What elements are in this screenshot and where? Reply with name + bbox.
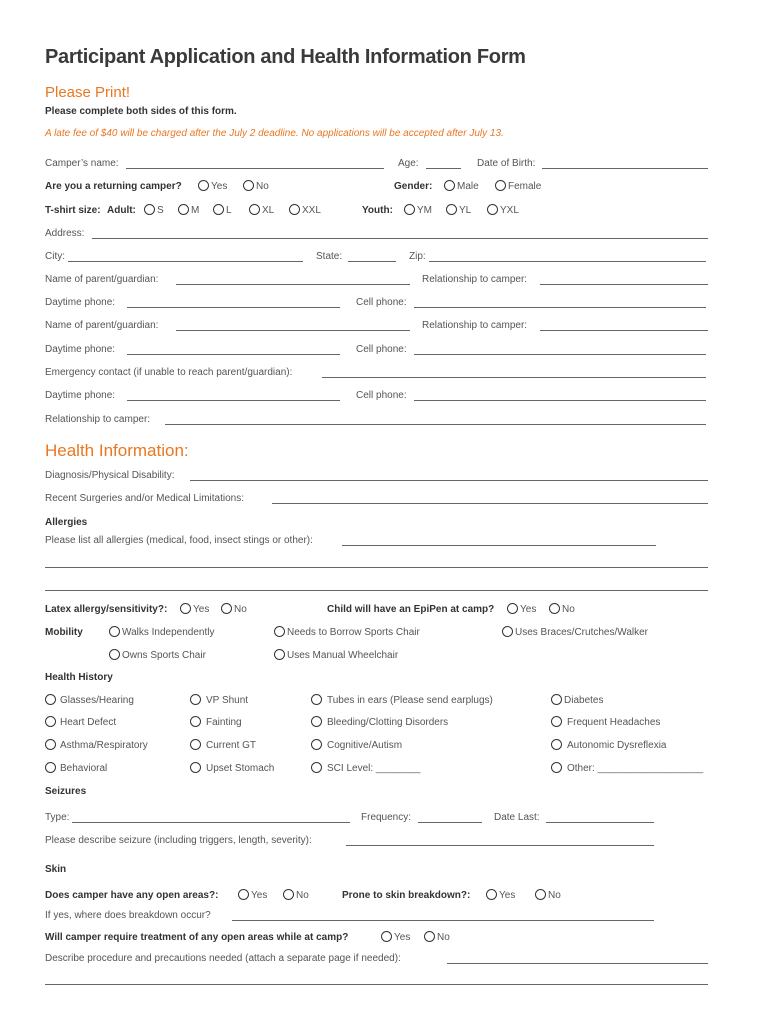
open-areas-yes-radio[interactable] [238, 889, 249, 900]
seizure-type-label: Type: [45, 812, 70, 823]
where-breakdown-label: If yes, where does breakdown occur? [45, 910, 211, 921]
size-ym-radio[interactable] [404, 204, 415, 215]
tshirt-size-label: T-shirt size: [45, 205, 101, 216]
size-xl-radio[interactable] [249, 204, 260, 215]
zip-label: Zip: [409, 251, 426, 262]
manual-wheelchair-label: Uses Manual Wheelchair [287, 650, 399, 661]
form-title: Participant Application and Health Information Form [45, 46, 526, 68]
seizure-date-last-field[interactable] [546, 822, 654, 823]
size-xxl-radio[interactable] [289, 204, 300, 215]
gender-male-radio[interactable] [444, 180, 455, 191]
owns-sports-chair-label: Owns Sports Chair [122, 650, 206, 661]
fainting-radio[interactable] [190, 716, 201, 727]
asthma-respiratory-radio[interactable] [45, 739, 56, 750]
cell-phone-field[interactable] [414, 307, 706, 308]
gender-female-label: Female [508, 181, 542, 192]
seizures-heading: Seizures [45, 786, 87, 797]
latex-yes-radio[interactable] [180, 603, 191, 614]
epipen-yes-label: Yes [520, 604, 537, 615]
seizure-date-last-label: Date Last: [494, 812, 540, 823]
returning-no-label: No [256, 181, 269, 192]
parent-name-field[interactable] [176, 284, 410, 285]
walks-independently-radio[interactable] [109, 626, 120, 637]
treatment-label: Will camper require treatment of any open areas while at camp? [45, 932, 349, 943]
epipen-yes-radio[interactable] [507, 603, 518, 614]
breakdown-no-radio[interactable] [535, 889, 546, 900]
fainting-label: Fainting [206, 717, 242, 728]
gender-label: Gender: [394, 181, 433, 192]
state-field[interactable] [348, 261, 396, 262]
tubes-in-ears-label: Tubes in ears (Please send earplugs) [327, 695, 493, 706]
returning-yes-radio[interactable] [198, 180, 209, 191]
vp-shunt-radio[interactable] [190, 694, 201, 705]
treatment-yes-label: Yes [394, 932, 411, 943]
skin-breakdown-label: Prone to skin breakdown?: [342, 890, 471, 901]
glasses-hearing-radio[interactable] [45, 694, 56, 705]
borrow-sports-chair-radio[interactable] [274, 626, 285, 637]
size-xxl-label: XXL [302, 205, 321, 216]
treatment-no-label: No [437, 932, 450, 943]
city-label: City: [45, 251, 65, 262]
adult-size-label: Adult: [107, 205, 136, 216]
city-field[interactable] [68, 261, 303, 262]
latex-no-radio[interactable] [221, 603, 232, 614]
size-yxl-radio[interactable] [487, 204, 498, 215]
address-field[interactable] [92, 238, 708, 239]
epipen-no-radio[interactable] [549, 603, 560, 614]
vp-shunt-label: VP Shunt [206, 695, 249, 706]
daytime-phone-label: Daytime phone: [45, 297, 116, 308]
bleeding-clotting-radio[interactable] [311, 716, 322, 727]
behavioral-label: Behavioral [60, 763, 108, 774]
procedure-line[interactable] [45, 984, 708, 985]
breakdown-yes-label: Yes [499, 890, 516, 901]
youth-size-label: Youth: [362, 205, 393, 216]
relationship-field[interactable] [540, 330, 708, 331]
state-label: State: [316, 251, 343, 262]
size-m-label: M [191, 205, 200, 216]
complete-both-sides-note: Please complete both sides of this form. [45, 106, 237, 117]
upset-stomach-radio[interactable] [190, 762, 201, 773]
size-s-radio[interactable] [144, 204, 155, 215]
other-condition-label[interactable]: Other: ___________________ [567, 763, 704, 774]
heart-defect-label: Heart Defect [60, 717, 117, 728]
latex-allergy-label: Latex allergy/sensitivity?: [45, 604, 168, 615]
address-label: Address: [45, 228, 85, 239]
emergency-relationship-label: Relationship to camper: [45, 414, 151, 425]
cognitive-autism-radio[interactable] [311, 739, 322, 750]
where-breakdown-field[interactable] [232, 920, 654, 921]
mobility-heading: Mobility [45, 627, 83, 638]
other-condition-radio[interactable] [551, 762, 562, 773]
autonomic-dysreflexia-label: Autonomic Dysreflexia [567, 740, 667, 751]
seizure-frequency-field[interactable] [418, 822, 482, 823]
open-areas-no-radio[interactable] [283, 889, 294, 900]
cell-phone-field[interactable] [414, 400, 706, 401]
returning-no-radio[interactable] [243, 180, 254, 191]
parent-name-field[interactable] [176, 330, 410, 331]
size-xl-label: XL [262, 205, 275, 216]
age-label: Age: [398, 158, 419, 169]
manual-wheelchair-radio[interactable] [274, 649, 285, 660]
surgeries-label: Recent Surgeries and/or Medical Limitations: [45, 493, 244, 504]
gender-female-radio[interactable] [495, 180, 506, 191]
tubes-in-ears-radio[interactable] [311, 694, 322, 705]
allergies-line[interactable] [45, 567, 708, 568]
cell-phone-label: Cell phone: [356, 390, 407, 401]
cell-phone-label: Cell phone: [356, 344, 407, 355]
current-gt-label: Current GT [206, 740, 257, 751]
bleeding-clotting-label: Bleeding/Clotting Disorders [327, 717, 449, 728]
gender-male-label: Male [457, 181, 479, 192]
open-areas-no-label: No [296, 890, 309, 901]
daytime-phone-field[interactable] [127, 307, 340, 308]
late-fee-note: A late fee of $40 will be charged after the July 2 deadline. No applications will be accepted after July 13. [45, 128, 504, 139]
cell-phone-field[interactable] [414, 354, 706, 355]
size-s-label: S [157, 205, 164, 216]
relationship-field[interactable] [540, 284, 708, 285]
relationship-label: Relationship to camper: [422, 274, 528, 285]
latex-yes-label: Yes [193, 604, 210, 615]
diabetes-label: Diabetes [564, 695, 604, 706]
allergies-heading: Allergies [45, 517, 88, 528]
emergency-contact-label: Emergency contact (if unable to reach parent/guardian): [45, 367, 293, 378]
size-yxl-label: YXL [500, 205, 519, 216]
owns-sports-chair-radio[interactable] [109, 649, 120, 660]
allergies-label: Please list all allergies (medical, food, insect stings or other): [45, 535, 313, 546]
size-m-radio[interactable] [178, 204, 189, 215]
treatment-yes-radio[interactable] [381, 931, 392, 942]
camper-name-field[interactable] [126, 168, 384, 169]
relationship-label: Relationship to camper: [422, 320, 528, 331]
zip-field[interactable] [429, 261, 706, 262]
cell-phone-label: Cell phone: [356, 297, 407, 308]
allergies-line[interactable] [45, 590, 708, 591]
describe-seizure-label: Please describe seizure (including triggers, length, severity): [45, 835, 312, 846]
glasses-hearing-label: Glasses/Hearing [60, 695, 134, 706]
emergency-relationship-field[interactable] [165, 424, 706, 425]
please-print-heading: Please Print! [45, 84, 131, 101]
health-history-heading: Health History [45, 672, 113, 683]
frequent-headaches-radio[interactable] [551, 716, 562, 727]
borrow-sports-chair-label: Needs to Borrow Sports Chair [287, 627, 420, 638]
camper-name-label: Camper’s name: [45, 158, 119, 169]
frequent-headaches-label: Frequent Headaches [567, 717, 661, 728]
daytime-phone-field[interactable] [127, 354, 340, 355]
walks-independently-label: Walks Independently [122, 627, 215, 638]
asthma-respiratory-label: Asthma/Respiratory [60, 740, 148, 751]
dob-label: Date of Birth: [477, 158, 536, 169]
sci-level-radio[interactable] [311, 762, 322, 773]
epipen-no-label: No [562, 604, 575, 615]
upset-stomach-label: Upset Stomach [206, 763, 275, 774]
autonomic-dysreflexia-radio[interactable] [551, 739, 562, 750]
epipen-label: Child will have an EpiPen at camp? [327, 604, 495, 615]
daytime-phone-field[interactable] [127, 400, 340, 401]
health-information-heading: Health Information: [45, 441, 189, 460]
open-areas-yes-label: Yes [251, 890, 268, 901]
diagnosis-field[interactable] [190, 480, 708, 481]
age-field[interactable] [426, 168, 461, 169]
skin-heading: Skin [45, 864, 67, 875]
breakdown-yes-radio[interactable] [486, 889, 497, 900]
emergency-contact-field[interactable] [322, 377, 706, 378]
size-yl-radio[interactable] [446, 204, 457, 215]
dob-field[interactable] [542, 168, 708, 169]
behavioral-radio[interactable] [45, 762, 56, 773]
size-ym-label: YM [417, 205, 432, 216]
size-l-label: L [226, 205, 232, 216]
cognitive-autism-label: Cognitive/Autism [327, 740, 403, 751]
heart-defect-radio[interactable] [45, 716, 56, 727]
surgeries-field[interactable] [272, 503, 708, 504]
seizure-type-field[interactable] [72, 822, 350, 823]
diabetes-radio[interactable] [551, 694, 562, 705]
seizure-frequency-label: Frequency: [361, 812, 412, 823]
diagnosis-label: Diagnosis/Physical Disability: [45, 470, 175, 481]
daytime-phone-label: Daytime phone: [45, 390, 116, 401]
treatment-no-radio[interactable] [424, 931, 435, 942]
returning-yes-label: Yes [211, 181, 228, 192]
describe-seizure-field[interactable] [346, 845, 654, 846]
parent-name-label: Name of parent/guardian: [45, 320, 159, 331]
current-gt-radio[interactable] [190, 739, 201, 750]
size-l-radio[interactable] [213, 204, 224, 215]
size-yl-label: YL [459, 205, 472, 216]
breakdown-no-label: No [548, 890, 561, 901]
braces-crutches-radio[interactable] [502, 626, 513, 637]
sci-level-label[interactable]: SCI Level: ________ [327, 763, 421, 774]
braces-crutches-label: Uses Braces/Crutches/Walker [515, 627, 648, 638]
procedure-label: Describe procedure and precautions needed (attach a separate page if needed): [45, 953, 401, 964]
latex-no-label: No [234, 604, 247, 615]
procedure-field[interactable] [447, 963, 708, 964]
allergies-field[interactable] [342, 545, 656, 546]
open-areas-label: Does camper have any open areas?: [45, 890, 219, 901]
returning-camper-label: Are you a returning camper? [45, 181, 182, 192]
daytime-phone-label: Daytime phone: [45, 344, 116, 355]
parent-name-label: Name of parent/guardian: [45, 274, 159, 285]
